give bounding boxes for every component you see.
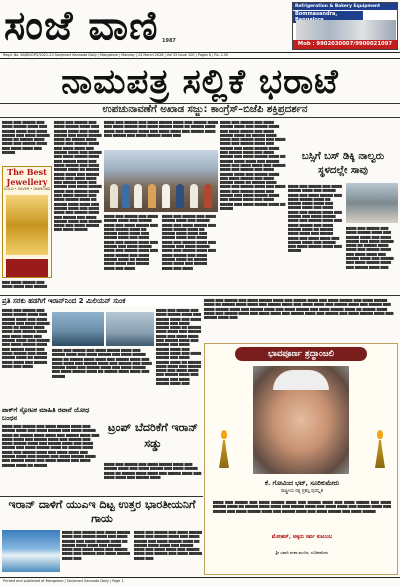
bus-accident-text-2: ▆▆▆▆ ▆▆▆ ▆▆▆▆▆ ▆▆▆ ▆▆▆▆ ▆▆▆▆▆ ▆▆▆▆ ▆▆▆ ▆▆▆▆▆ ▆▆▆▆ ▆▆▆ ▆▆▆▆ ▆▆▆▆▆ ▆▆▆ ▆▆▆▆ ▆▆▆▆▆ ▆▆▆▆ ▆▆ ▆▆▆▆▆ ▆▆▆▆ ▆▆▆▆ ▆▆▆ ▆▆▆▆▆ ▆▆▆▆ ▆▆▆ ▆▆▆▆ ▆▆▆▆ ▆▆▆ ▆▆▆▆▆ ▆▆▆▆ ▆▆▆ ▆▆▆▆▆ ▆▆▆ ▆▆▆▆ ▆▆▆▆▆ ▆▆▆▆ ▆▆▆ ▆▆▆▆▆ ▆▆▆▆ ▆▆▆ — [346, 226, 394, 269]
since-year: 1987 — [162, 38, 176, 44]
header-ad-image — [296, 20, 396, 40]
obituary-address: ಶ್ರೀ ಭವಾನಿ ಶಂಕರ ಮಂದಿರ, ಸೂರಿಕುಮೇರು — [275, 550, 329, 555]
masthead — [0, 0, 400, 52]
article-column-2: ▆▆▆▆ ▆▆▆ ▆▆▆▆▆ ▆▆▆ ▆▆▆▆ ▆▆▆▆▆ ▆▆▆▆ ▆▆▆ ▆▆▆▆▆ ▆▆▆▆ ▆▆▆ ▆▆▆▆ ▆▆▆▆▆ ▆▆▆ ▆▆▆▆ ▆▆▆▆▆ ▆▆▆▆ ▆▆ ▆▆▆▆▆ ▆▆▆▆ ▆▆▆▆ ▆▆▆ ▆▆▆▆▆ ▆▆▆▆ ▆▆▆ ▆▆▆▆ ▆▆▆▆ ▆▆▆ ▆▆▆▆▆ ▆▆▆▆ ▆▆▆ ▆▆▆▆▆ ▆▆▆ ▆▆▆▆ ▆▆▆▆▆ ▆▆▆▆ ▆▆▆ ▆▆▆▆▆ ▆▆▆▆ ▆▆▆ ▆▆▆▆ ▆▆▆▆▆ ▆▆▆ ▆▆▆▆ ▆▆▆▆▆ ▆▆▆▆ ▆▆ ▆▆▆▆▆ ▆▆▆▆ ▆▆▆▆ ▆▆▆ ▆▆▆▆▆ ▆▆▆▆ ▆▆▆ ▆▆▆▆ ▆▆▆▆ ▆▆▆ ▆▆▆▆▆ ▆▆▆▆ ▆▆▆ ▆▆▆▆▆ ▆▆▆ ▆▆▆▆ ▆▆▆▆▆ ▆▆▆▆ ▆▆▆ ▆▆▆▆▆ ▆▆▆▆ ▆▆▆ ▆▆▆▆ ▆▆▆▆▆ ▆▆▆ ▆▆▆▆ ▆▆▆▆▆ ▆▆▆▆ ▆▆ ▆▆▆▆▆ ▆▆▆▆ ▆▆▆▆ ▆▆▆ ▆▆▆▆▆ ▆▆▆▆ ▆▆▆ ▆▆▆▆ ▆▆▆▆ ▆▆▆ ▆▆▆▆▆ ▆▆▆▆ ▆▆▆ ▆▆▆▆▆ ▆▆▆ ▆▆▆▆ ▆▆▆▆▆ ▆▆▆▆ ▆▆▆ ▆▆▆▆▆ ▆▆▆▆ ▆▆▆ ▆▆▆▆ ▆▆▆▆▆ ▆▆▆ ▆▆▆▆ ▆▆▆▆▆ — [54, 120, 102, 232]
jewellery-ad[interactable] — [2, 166, 52, 278]
jewellery-image — [6, 195, 48, 255]
article-column-3: ▆▆▆▆ ▆▆▆ ▆▆▆▆▆ ▆▆▆ ▆▆▆▆ ▆▆▆▆▆ ▆▆▆▆ ▆▆▆ ▆▆▆▆▆ ▆▆▆▆ ▆▆▆ ▆▆▆▆ ▆▆▆▆▆ ▆▆▆ ▆▆▆▆ ▆▆▆▆▆ ▆▆▆▆ ▆▆ ▆▆▆▆▆ ▆▆▆▆ ▆▆▆▆ ▆▆▆ ▆▆▆▆▆ ▆▆▆▆ ▆▆▆ ▆▆▆▆ ▆▆▆▆ ▆▆▆ ▆▆▆▆▆ ▆▆▆▆ ▆▆▆ ▆▆▆▆▆ ▆▆▆ ▆▆▆▆ ▆▆▆▆▆ ▆▆▆▆ ▆▆▆ ▆▆▆▆▆ ▆▆▆▆ ▆▆▆ ▆▆▆▆ ▆▆▆▆▆ ▆▆▆ ▆▆▆▆ ▆▆▆▆▆ ▆▆▆▆ ▆▆ ▆▆▆▆▆ ▆▆▆▆ ▆▆▆▆ ▆▆▆ ▆▆▆▆▆ ▆▆▆▆ ▆▆▆ ▆▆▆▆ — [104, 214, 158, 270]
jewellery-ad-sub: GOLD • SILVER • DIAMOND — [3, 187, 51, 191]
obituary-portrait — [253, 366, 349, 474]
article-column-1b: ▆▆▆ ▆▆▆▆ ▆▆▆▆▆ ▆▆▆ ▆▆▆▆ ▆▆▆▆ ▆▆▆ ▆▆▆▆▆ — [2, 280, 47, 289]
divider — [0, 496, 203, 497]
obituary-heading: ಭಾವಪೂರ್ಣ ಶ್ರದ್ಧಾಂಜಲಿ — [235, 347, 367, 361]
island-photo — [2, 530, 60, 572]
jewellery-banner — [6, 259, 48, 277]
photo-figure — [148, 184, 156, 208]
dateline: Regd. No. KA/BGGPO/2021-23 Sanjevani Kannada Daily | Mangalore | Monday | 23 March 2026 | Vol 33 Issue 100 | Pages 8 | Rs. 2.00 — [0, 52, 400, 59]
iran-tariff-text-2: ▆▆▆▆ ▆▆▆ ▆▆▆▆▆ ▆▆▆ ▆▆▆▆ ▆▆▆▆▆ ▆▆▆▆ ▆▆▆ ▆▆▆▆▆ ▆▆▆▆ ▆▆▆ ▆▆▆▆ ▆▆▆▆▆ ▆▆▆ ▆▆▆▆ ▆▆▆▆▆ ▆▆▆▆ ▆▆ ▆▆▆▆▆ ▆▆▆▆ ▆▆▆▆ ▆▆▆ ▆▆▆▆▆ ▆▆▆▆ ▆▆▆ ▆▆▆▆ ▆▆▆▆ ▆▆▆ ▆▆▆▆▆ ▆▆▆▆ ▆▆▆ ▆▆▆▆▆ ▆▆▆ ▆▆▆▆ ▆▆▆▆▆ ▆▆▆▆ ▆▆▆ ▆▆▆▆▆ ▆▆▆▆ ▆▆▆ ▆▆▆▆ ▆▆▆▆▆ ▆▆▆ ▆▆▆▆ ▆▆▆▆▆ ▆▆▆▆ ▆▆ ▆▆▆▆▆ ▆▆▆▆ ▆▆▆▆ ▆▆▆ ▆▆▆▆▆ — [52, 348, 152, 378]
main-headline: ನಾಮಪತ್ರ ಸಲ್ಲಿಕೆ ಭರಾಟೆ — [61, 62, 339, 102]
spy-arrest-text: ▆▆▆▆ ▆▆▆ ▆▆▆▆▆ ▆▆▆ ▆▆▆▆ ▆▆▆▆▆ ▆▆▆▆ ▆▆▆ ▆▆▆▆▆ ▆▆▆▆ ▆▆▆ ▆▆▆▆ ▆▆▆▆▆ ▆▆▆ ▆▆▆▆ ▆▆▆▆▆ ▆▆▆▆ ▆▆ ▆▆▆▆▆ ▆▆▆▆ ▆▆▆▆ ▆▆▆ ▆▆▆▆▆ ▆▆▆▆ ▆▆▆ ▆▆▆▆ ▆▆▆▆ ▆▆▆ ▆▆▆▆▆ ▆▆▆▆ ▆▆▆ ▆▆▆▆▆ ▆▆▆ ▆▆▆▆ ▆▆▆▆▆ ▆▆▆▆ ▆▆▆ ▆▆▆▆▆ ▆▆▆▆ ▆▆▆ ▆▆▆▆ ▆▆▆▆▆ ▆▆▆ ▆▆▆▆ ▆▆▆▆▆ ▆▆▆▆ ▆▆ ▆▆▆▆▆ ▆▆▆▆ ▆▆▆▆ ▆▆▆ ▆▆▆▆▆ ▆▆▆▆ ▆▆▆ ▆▆▆▆ ▆▆▆▆ ▆▆▆ ▆▆▆▆▆ ▆▆▆▆ ▆▆▆ ▆▆▆▆▆ ▆▆▆ ▆▆▆▆ ▆▆▆▆▆ ▆▆▆▆ ▆▆▆ ▆▆▆▆▆ ▆▆▆▆ ▆▆▆ ▆▆▆▆ ▆▆▆▆▆ ▆▆▆ ▆▆▆▆ ▆▆▆▆▆ ▆▆▆▆ ▆▆ ▆▆▆▆▆ — [2, 424, 100, 467]
iran-tariff-headline: ಪ್ರತಿ ಸರಕು ಹಡಗಿಗೆ ಇರಾನ್‌ನಿಂದ 2 ಮಿಲಿಯನ್ ಸುಂಕ — [2, 296, 202, 306]
oil-lamp-icon — [371, 430, 389, 470]
photo-figure — [176, 184, 184, 208]
newspaper-logo: ಸಂಜೆ ವಾಣಿ — [4, 4, 159, 48]
photo-figure — [122, 184, 130, 208]
sub-headline: ಉಪಚುನಾವಣೆಗೆ ಅಖಾಡ ಸಜ್ಜು: ಕಾಂಗ್ರೆಸ್–ಬಿಜೆಪಿ ಶಕ್ತಿಪ್ರದರ್ಶನ — [102, 104, 308, 115]
spy-arrest-headline: ಪಾಕ್‌ಗೆ ಸ್ಫೋಟಕ ಮಾಹಿತಿ ರವಾನೆ ಯೋಧ ಬಂಧನ — [2, 406, 90, 422]
photo-figure — [110, 184, 118, 208]
obituary-name: ಕೆ. ಗೋವಿಂದ ಭಟ್, ಸೂರಿಕುಮೇರು — [264, 480, 340, 487]
uae-attack-headline: ಇರಾನ್ ದಾಳಿಗೆ ಯುಎಇ ದಿಟ್ಟ ಉತ್ತರ ಭಾರತೀಯನಿಗೆ ಗಾಯ — [8, 498, 196, 525]
photo-figure — [134, 184, 142, 208]
portrait-hair — [273, 370, 329, 390]
article-column-1: ▆▆▆▆ ▆▆▆ ▆▆▆▆▆ ▆▆▆ ▆▆▆▆ ▆▆▆▆▆ ▆▆▆▆ ▆▆▆ ▆▆▆▆▆ ▆▆▆▆ ▆▆▆ ▆▆▆▆ ▆▆▆▆▆ ▆▆▆ ▆▆▆▆ ▆▆▆▆▆ ▆▆▆▆ ▆▆ ▆▆▆▆▆ ▆▆▆▆ ▆▆▆▆ ▆▆▆ ▆▆▆▆▆ ▆▆▆▆ ▆▆▆ ▆▆▆▆ ▆▆▆▆ ▆▆▆ ▆▆▆▆▆ — [2, 120, 50, 155]
header-ad-title: Refrigeration & Bakery Equipment — [293, 3, 397, 10]
article-column-5: ▆▆▆▆ ▆▆▆ ▆▆▆▆▆ ▆▆▆ ▆▆▆▆ ▆▆▆▆▆ ▆▆▆▆ ▆▆▆ ▆▆▆▆▆ ▆▆▆▆ ▆▆▆ ▆▆▆▆ ▆▆▆▆▆ ▆▆▆ ▆▆▆▆ ▆▆▆▆▆ ▆▆▆▆ ▆▆ ▆▆▆▆▆ ▆▆▆▆ ▆▆▆▆ ▆▆▆ ▆▆▆▆▆ ▆▆▆▆ ▆▆▆ ▆▆▆▆ ▆▆▆▆ ▆▆▆ ▆▆▆▆▆ ▆▆▆▆ ▆▆▆ ▆▆▆▆▆ ▆▆▆ ▆▆▆▆ ▆▆▆▆▆ ▆▆▆▆ ▆▆▆ ▆▆▆▆▆ ▆▆▆▆ ▆▆▆ ▆▆▆▆ ▆▆▆▆▆ ▆▆▆ ▆▆▆▆ ▆▆▆▆▆ ▆▆▆▆ ▆▆ ▆▆▆▆▆ ▆▆▆▆ ▆▆▆▆ ▆▆▆ ▆▆▆▆▆ ▆▆▆▆ ▆▆▆ ▆▆▆▆ ▆▆▆▆ ▆▆▆ ▆▆▆▆▆ ▆▆▆▆ ▆▆▆ ▆▆▆▆▆ ▆▆▆ ▆▆▆▆ ▆▆▆▆▆ ▆▆▆▆ ▆▆▆ ▆▆▆▆▆ ▆▆▆▆ ▆▆▆ ▆▆▆▆ ▆▆▆▆▆ ▆▆▆ ▆▆▆▆ ▆▆▆▆▆ ▆▆▆▆ ▆▆ ▆▆▆▆▆ ▆▆▆▆ ▆▆▆▆ ▆▆▆ ▆▆▆▆▆ ▆▆▆▆ ▆▆▆ ▆▆▆▆ ▆▆▆▆ ▆▆▆ ▆▆▆▆▆ ▆▆▆▆ ▆▆▆ ▆▆▆▆▆ ▆▆▆ ▆▆▆▆ ▆▆▆▆▆ ▆▆▆▆ ▆▆▆ ▆▆▆▆▆ ▆▆▆▆ ▆▆▆ ▆▆▆▆ ▆▆▆▆▆ ▆▆▆ ▆▆▆▆ ▆▆▆▆▆ ▆▆▆▆ ▆▆ ▆▆▆▆▆ — [220, 120, 286, 210]
photo-figure — [204, 184, 212, 208]
iran-tariff-text: ▆▆▆▆ ▆▆▆ ▆▆▆▆▆ ▆▆▆ ▆▆▆▆ ▆▆▆▆▆ ▆▆▆▆ ▆▆▆ ▆▆▆▆▆ ▆▆▆▆ ▆▆▆ ▆▆▆▆ ▆▆▆▆▆ ▆▆▆ ▆▆▆▆ ▆▆▆▆▆ ▆▆▆▆ ▆▆ ▆▆▆▆▆ ▆▆▆▆ ▆▆▆▆ ▆▆▆ ▆▆▆▆▆ ▆▆▆▆ ▆▆▆ ▆▆▆▆ ▆▆▆▆ ▆▆▆ ▆▆▆▆▆ ▆▆▆▆ ▆▆▆ ▆▆▆▆▆ ▆▆▆ ▆▆▆▆ ▆▆▆▆▆ ▆▆▆▆ ▆▆▆ ▆▆▆▆▆ ▆▆▆▆ ▆▆▆ ▆▆▆▆ ▆▆▆▆▆ ▆▆▆ ▆▆▆▆ ▆▆▆▆▆ ▆▆▆▆ ▆▆ ▆▆▆▆▆ ▆▆▆▆ ▆▆▆▆ ▆▆▆ ▆▆▆▆▆ ▆▆▆▆ ▆▆▆ ▆▆▆▆ — [2, 308, 50, 368]
article-column-4: ▆▆▆▆ ▆▆▆ ▆▆▆▆▆ ▆▆▆ ▆▆▆▆ ▆▆▆▆▆ ▆▆▆▆ ▆▆▆ ▆▆▆▆▆ ▆▆▆▆ ▆▆▆ ▆▆▆▆ ▆▆▆▆▆ ▆▆▆ ▆▆▆▆ ▆▆▆▆▆ ▆▆▆▆ ▆▆ ▆▆▆▆▆ ▆▆▆▆ ▆▆▆▆ ▆▆▆ ▆▆▆▆▆ ▆▆▆▆ ▆▆▆ ▆▆▆▆ ▆▆▆▆ ▆▆▆ ▆▆▆▆▆ ▆▆▆▆ ▆▆▆ ▆▆▆▆▆ ▆▆▆ ▆▆▆▆ ▆▆▆▆▆ ▆▆▆▆ ▆▆▆ ▆▆▆▆▆ ▆▆▆▆ ▆▆▆ ▆▆▆▆ ▆▆▆▆▆ ▆▆▆ ▆▆▆▆ ▆▆▆▆▆ ▆▆▆▆ ▆▆ ▆▆▆▆▆ ▆▆▆▆ ▆▆▆▆ ▆▆▆ ▆▆▆▆▆ ▆▆▆▆ ▆▆▆ ▆▆▆▆ — [162, 214, 216, 270]
iran-tariff-text-3: ▆▆▆▆ ▆▆▆ ▆▆▆▆▆ ▆▆▆ ▆▆▆▆ ▆▆▆▆▆ ▆▆▆▆ ▆▆▆ ▆▆▆▆▆ ▆▆▆▆ ▆▆▆ ▆▆▆▆ ▆▆▆▆▆ ▆▆▆ ▆▆▆▆ ▆▆▆▆▆ ▆▆▆▆ ▆▆ ▆▆▆▆▆ ▆▆▆▆ ▆▆▆▆ ▆▆▆ ▆▆▆▆▆ ▆▆▆▆ ▆▆▆ ▆▆▆▆ ▆▆▆▆ ▆▆▆ ▆▆▆▆▆ ▆▆▆▆ ▆▆▆ ▆▆▆▆▆ ▆▆▆ ▆▆▆▆ ▆▆▆▆▆ ▆▆▆▆ ▆▆▆ ▆▆▆▆▆ ▆▆▆▆ ▆▆▆ ▆▆▆▆ ▆▆▆▆▆ ▆▆▆ ▆▆▆▆ ▆▆▆▆▆ ▆▆▆▆ ▆▆ ▆▆▆▆▆ ▆▆▆▆ ▆▆▆▆ ▆▆▆ ▆▆▆▆▆ ▆▆▆▆ ▆▆▆ ▆▆▆▆ ▆▆▆▆ ▆▆▆ ▆▆▆▆▆ ▆▆▆▆ ▆▆▆ ▆▆▆▆▆ ▆▆▆ ▆▆▆▆ ▆▆▆▆▆ ▆▆▆▆ ▆▆▆ — [156, 308, 201, 386]
cargo-ship-photo — [52, 312, 104, 346]
divider — [0, 117, 400, 118]
photo-figure — [190, 184, 198, 208]
photo-figure — [162, 184, 170, 208]
uae-attack-text: ▆▆▆▆ ▆▆▆ ▆▆▆▆▆ ▆▆▆ ▆▆▆▆ ▆▆▆▆▆ ▆▆▆▆ ▆▆▆ ▆▆▆▆▆ ▆▆▆▆ ▆▆▆ ▆▆▆▆ ▆▆▆▆▆ ▆▆▆ ▆▆▆▆ ▆▆▆▆▆ ▆▆▆▆ ▆▆ ▆▆▆▆▆ ▆▆▆▆ ▆▆▆▆ ▆▆▆ ▆▆▆▆▆ ▆▆▆▆ ▆▆▆ ▆▆▆▆ ▆▆▆▆ ▆▆▆ ▆▆▆▆▆ ▆▆▆▆ ▆▆▆ ▆▆▆▆▆ ▆▆▆ ▆▆▆▆ ▆▆▆▆▆ ▆▆▆▆ ▆▆▆ — [62, 530, 130, 560]
header-ad-location: Bommasandra, — [293, 11, 363, 23]
header-ad[interactable] — [292, 2, 398, 50]
header-ad-mobile: Mob : 9902030007/9900021097 — [293, 40, 397, 49]
trump-iran-headline: ಟ್ರಂಪ್ ಬೆದರಿಕೆಗೆ ಇರಾನ್ ಸಡ್ಡು — [108, 421, 198, 450]
rally-photo — [104, 150, 218, 212]
bus-accident-photo — [346, 183, 398, 223]
bus-accident-headline: ಬಸ್ಸಿಗೆ ಬಸ್ ಡಿಕ್ಕಿ ನಾಲ್ವರು ಸ್ಥಳದಲ್ಲೇ ಸಾವು — [301, 151, 385, 176]
bus-accident-text: ▆▆▆▆ ▆▆▆ ▆▆▆▆▆ ▆▆▆ ▆▆▆▆ ▆▆▆▆▆ ▆▆▆▆ ▆▆▆ ▆▆▆▆▆ ▆▆▆▆ ▆▆▆ ▆▆▆▆ ▆▆▆▆▆ ▆▆▆ ▆▆▆▆ ▆▆▆▆▆ ▆▆▆▆ ▆▆ ▆▆▆▆▆ ▆▆▆▆ ▆▆▆▆ ▆▆▆ ▆▆▆▆▆ ▆▆▆▆ ▆▆▆ ▆▆▆▆ ▆▆▆▆ ▆▆▆ ▆▆▆▆▆ ▆▆▆▆ ▆▆▆ ▆▆▆▆▆ ▆▆▆ ▆▆▆▆ ▆▆▆▆▆ ▆▆▆▆ ▆▆▆ ▆▆▆▆▆ ▆▆▆▆ ▆▆▆ ▆▆▆▆ ▆▆▆▆▆ ▆▆▆ ▆▆▆▆ ▆▆▆▆▆ ▆▆▆▆ ▆▆ ▆▆▆▆▆ ▆▆▆▆ ▆▆▆▆ ▆▆▆ ▆▆▆▆▆ ▆▆▆▆ ▆▆▆ ▆▆▆▆ ▆▆▆▆ ▆▆▆ ▆▆▆▆▆ ▆▆▆▆ ▆▆▆ ▆▆▆▆▆ ▆▆▆ ▆▆▆▆ ▆▆▆▆▆ ▆▆▆▆ ▆▆▆ ▆▆▆▆▆ — [288, 184, 342, 253]
article-lead: ▆▆▆▆ ▆▆▆ ▆▆▆▆▆ ▆▆▆ ▆▆▆▆ ▆▆▆▆▆ ▆▆▆▆ ▆▆▆ ▆▆▆▆▆ ▆▆▆▆ ▆▆▆ ▆▆▆▆ ▆▆▆▆▆ ▆▆▆ ▆▆▆▆ ▆▆▆▆▆ ▆▆▆▆ ▆▆ ▆▆▆▆▆ ▆▆▆▆ ▆▆▆▆ ▆▆▆ ▆▆▆▆▆ ▆▆▆▆ ▆▆▆ ▆▆▆▆ ▆▆▆▆ ▆▆▆ ▆▆▆▆▆ ▆▆▆▆ ▆▆▆ ▆▆▆▆▆ ▆▆▆ ▆▆▆▆ ▆▆▆▆▆ ▆▆▆▆ ▆▆▆ — [104, 120, 218, 137]
obituary-body: ▆▆▆▆ ▆▆▆ ▆▆▆▆▆ ▆▆▆ ▆▆▆▆ ▆▆▆▆▆ ▆▆▆▆ ▆▆▆ ▆▆▆▆▆ ▆▆▆▆ ▆▆▆ ▆▆▆▆ ▆▆▆▆▆ ▆▆▆ ▆▆▆▆ ▆▆▆▆▆ ▆▆▆▆ ▆▆ ▆▆▆▆▆ ▆▆▆▆ ▆▆▆▆ ▆▆▆ ▆▆▆▆▆ ▆▆▆▆ ▆▆▆ ▆▆▆▆ ▆▆▆▆ ▆▆▆ ▆▆▆▆▆ ▆▆▆▆ ▆▆▆ ▆▆▆▆▆ ▆▆▆ ▆▆▆▆ ▆▆▆▆▆ ▆▆▆▆ ▆▆▆ ▆▆▆▆▆ ▆▆▆▆ ▆▆▆ ▆▆▆▆ ▆▆▆▆▆ ▆▆▆ ▆▆▆▆ ▆▆▆▆▆ — [213, 500, 391, 513]
jewellery-ad-title: The Best Jewellery — [6, 167, 48, 187]
oil-lamp-icon — [215, 430, 233, 470]
uae-attack-text-2: ▆▆▆▆ ▆▆▆ ▆▆▆▆▆ ▆▆▆ ▆▆▆▆ ▆▆▆▆▆ ▆▆▆▆ ▆▆▆ ▆▆▆▆▆ ▆▆▆▆ ▆▆▆ ▆▆▆▆ ▆▆▆▆▆ ▆▆▆ ▆▆▆▆ ▆▆▆▆▆ ▆▆▆▆ ▆▆ ▆▆▆▆▆ ▆▆▆▆ ▆▆▆▆ ▆▆▆ ▆▆▆▆▆ ▆▆▆▆ ▆▆▆ ▆▆▆▆ ▆▆▆▆ ▆▆▆ ▆▆▆▆▆ ▆▆▆▆ ▆▆▆ ▆▆▆▆▆ ▆▆▆ ▆▆▆▆ ▆▆▆▆▆ ▆▆▆▆ ▆▆▆ — [134, 530, 202, 560]
article-right-text: ▆▆▆▆ ▆▆▆ ▆▆▆▆▆ ▆▆▆ ▆▆▆▆ ▆▆▆▆▆ ▆▆▆▆ ▆▆▆ ▆▆▆▆▆ ▆▆▆▆ ▆▆▆ ▆▆▆▆ ▆▆▆▆▆ ▆▆▆ ▆▆▆▆ ▆▆▆▆▆ ▆▆▆▆ ▆▆ ▆▆▆▆▆ ▆▆▆▆ ▆▆▆▆ ▆▆▆ ▆▆▆▆▆ ▆▆▆▆ ▆▆▆ ▆▆▆▆ ▆▆▆▆ ▆▆▆ ▆▆▆▆▆ ▆▆▆▆ ▆▆▆ ▆▆▆▆▆ ▆▆▆ ▆▆▆▆ ▆▆▆▆▆ ▆▆▆▆ ▆▆▆ ▆▆▆▆▆ ▆▆▆▆ ▆▆▆ ▆▆▆▆ ▆▆▆▆▆ ▆▆▆ ▆▆▆▆ ▆▆▆▆▆ ▆▆▆▆ ▆▆ ▆▆▆▆▆ ▆▆▆▆ ▆▆▆▆ ▆▆▆ ▆▆▆▆▆ ▆▆▆▆ ▆▆▆ ▆▆▆▆ ▆▆▆▆ ▆▆▆ ▆▆▆▆▆ ▆▆▆▆ ▆▆▆ ▆▆▆▆▆ ▆▆▆ ▆▆▆▆ ▆▆▆▆▆ ▆▆▆▆ ▆▆▆ ▆▆▆▆▆ ▆▆▆▆ ▆▆▆ — [204, 298, 394, 320]
trump-iran-text: ▆▆▆▆ ▆▆▆ ▆▆▆▆▆ ▆▆▆ ▆▆▆▆ ▆▆▆▆▆ ▆▆▆▆ ▆▆▆ ▆▆▆▆▆ ▆▆▆▆ ▆▆▆ ▆▆▆▆ ▆▆▆▆▆ ▆▆▆ ▆▆▆▆ ▆▆▆▆▆ ▆▆▆▆ ▆▆ ▆▆▆▆▆ ▆▆▆▆ ▆▆▆▆ ▆▆▆ ▆▆▆▆▆ ▆▆▆▆ ▆▆▆ ▆▆▆▆ ▆▆▆▆ ▆▆▆ ▆▆▆▆▆ ▆▆▆▆ — [104, 462, 202, 479]
obituary-family: ಮೋಹನ್, ಅಕ್ಕರು ಸರ್ವ ಕುಟುಂಬ — [271, 534, 333, 540]
cargo-ship-photo-2 — [106, 312, 154, 346]
page-footer: Printed and published at Mangalore | Sanjevani Kannada Daily | Page 1 — [0, 577, 400, 585]
obituary-ad — [204, 343, 398, 575]
obituary-subtitle: ರಾಷ್ಟ್ರೀಯ ರತ್ನ ಪ್ರಶಸ್ತಿ ಪುರಸ್ಕೃತ — [280, 489, 324, 494]
